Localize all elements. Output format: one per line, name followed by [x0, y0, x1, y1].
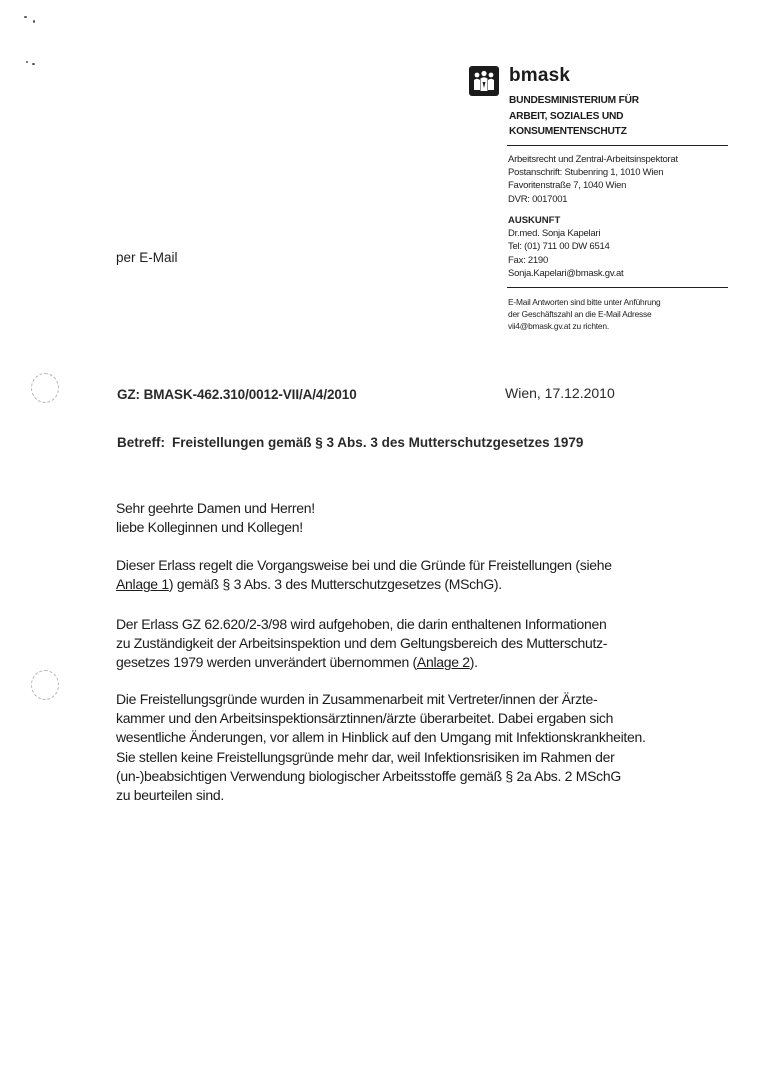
punch-hole-mark [31, 373, 59, 403]
ministry-line: BUNDESMINISTERIUM FÜR [509, 95, 639, 106]
ministry-line: KONSUMENTENSCHUTZ [509, 126, 627, 137]
brand-name: bmask [509, 65, 571, 86]
paragraph-line: kammer und den Arbeitsinspektionsärztinnen/ärzte überarbeitet. Dabei ergaben sich [116, 710, 614, 727]
people-group-icon [469, 66, 499, 96]
salutation-line: liebe Kolleginnen und Kollegen! [116, 519, 303, 536]
paragraph-line: zu Zuständigkeit der Arbeitsinspektion und dem Geltungsbereich des Mutterschutz- [116, 635, 608, 652]
contact-heading: AUSKUNFT [508, 215, 561, 226]
contact-info [508, 214, 623, 280]
scan-speck [33, 20, 35, 23]
salutation-line: Sehr geehrte Damen und Herren! [116, 500, 315, 516]
paragraph-line: (un-)beabsichtigen Verwendung biologischer Arbeitsstoffe gemäß § 2a Abs. 2 MSchG [116, 767, 621, 784]
subject-text: Freistellungen gemäß § 3 Abs. 3 des Mutterschutzgesetzes 1979 [172, 435, 584, 450]
paragraph-line: Sie stellen keine Freistellungsgründe mehr dar, weil Infektionsrisiken im Rahmen der [116, 748, 615, 765]
scan-speck [26, 61, 28, 63]
letter-date: Wien, 17.12.2010 [505, 385, 615, 401]
street-address: Favoritenstraße 7, 1040 Wien [508, 180, 627, 192]
reply-note-line: E-Mail Antworten sind bitte unter Anführung [508, 297, 661, 307]
scan-speck [24, 16, 27, 18]
contact-email-link[interactable]: Sonja.Kapelari@bmask.gv.at [508, 267, 624, 279]
anlage-2-link[interactable]: Anlage 2 [416, 654, 470, 671]
paragraph-line: Der Erlass GZ 62.620/2-3/98 wird aufgehoben, die darin enthaltenen Informationen [116, 616, 607, 632]
paragraph-line: zu beurteilen sind. [116, 787, 224, 804]
paragraph-line: wesentliche Änderungen, vor allem in Hinblick auf den Umgang mit Infektionskrankheiten. [116, 729, 646, 746]
department: Arbeitsrecht und Zentral-Arbeitsinspektorat [508, 154, 678, 165]
divider [507, 145, 728, 146]
dvr-number: DVR: 0017001 [508, 193, 568, 205]
paragraph-line [116, 653, 696, 672]
sender-info [508, 153, 678, 206]
salutation [116, 499, 696, 537]
ministry-line: ARBEIT, SOZIALES UND [509, 110, 624, 122]
punch-hole-mark [31, 670, 59, 700]
anlage-1-link[interactable]: Anlage 1 [116, 576, 169, 593]
contact-name: Dr.med. Sonja Kapelari [508, 228, 601, 240]
paragraph-line [116, 575, 696, 594]
paragraph-1 [116, 556, 696, 594]
paragraph-2 [116, 615, 696, 673]
paragraph-text: ) gemäß § 3 Abs. 3 des Mutterschutzgesetzes (MSchG). [168, 576, 502, 593]
reply-note-line: der Geschäftszahl an die E-Mail Adresse [508, 309, 652, 320]
subject-label: Betreff: [117, 435, 166, 450]
paragraph-text: ). [469, 654, 478, 671]
reply-note [508, 296, 660, 333]
divider [507, 287, 728, 288]
subject-line [117, 435, 583, 450]
contact-tel: Tel: (01) 711 00 DW 6514 [508, 241, 610, 253]
postal-address: Postanschrift: Stubenring 1, 1010 Wien [508, 167, 664, 179]
paragraph-3 [116, 690, 696, 805]
delivery-method: per E-Mail [116, 250, 178, 265]
paragraph-line: Dieser Erlass regelt die Vorgangsweise bei und die Gründe für Freistellungen (siehe [116, 557, 612, 573]
ministry-name [509, 93, 639, 140]
contact-fax: Fax: 2190 [508, 254, 548, 266]
paragraph-text: gesetzes 1979 werden unverändert übernommen ( [116, 654, 417, 671]
reference-number: GZ: BMASK-462.310/0012-VII/A/4/2010 [117, 387, 357, 402]
paragraph-line: Die Freistellungsgründe wurden in Zusammenarbeit mit Vertreter/innen der Ärzte- [116, 691, 598, 707]
reply-note-line: vii4@bmask.gv.at zu richten. [508, 321, 609, 332]
scan-speck [32, 63, 35, 65]
